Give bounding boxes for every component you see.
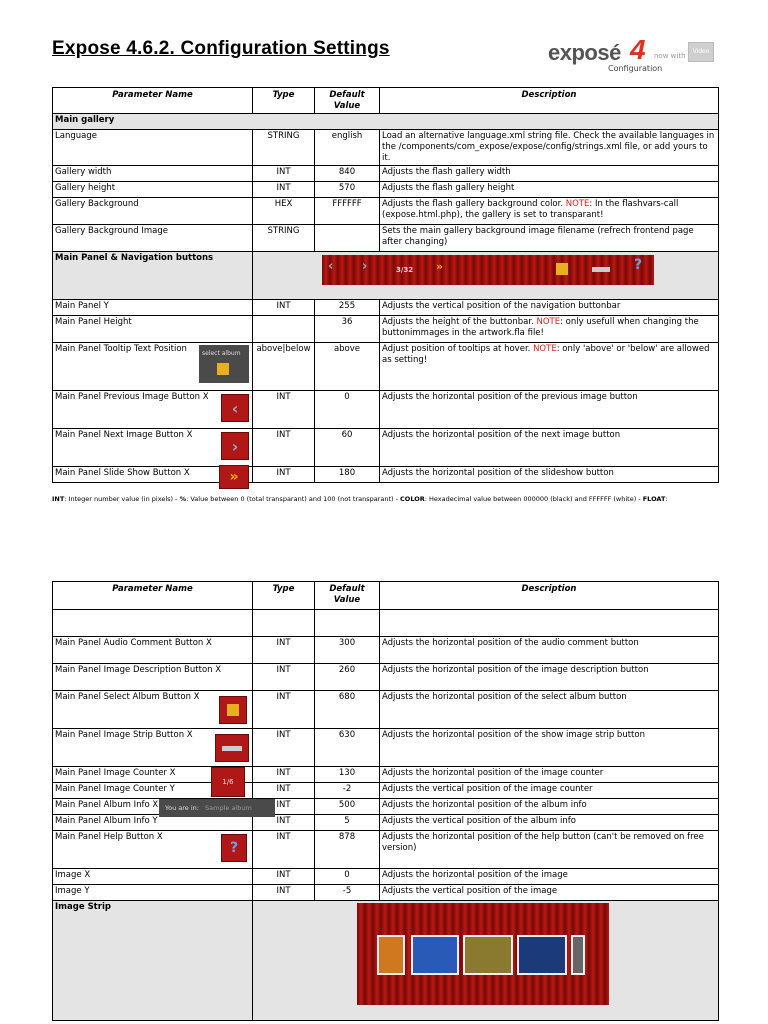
table-row	[53, 130, 719, 166]
param-default: english	[315, 130, 380, 166]
note-label: NOTE	[533, 344, 557, 354]
album-info-name: Sample album	[205, 804, 252, 812]
legend-key: INT	[52, 495, 65, 503]
param-default: FFFFFF	[315, 198, 380, 225]
page-title: Expose 4.6.2. Configuration Settings	[52, 38, 390, 59]
col-header-desc: Description	[380, 582, 719, 610]
strip-icon	[222, 746, 242, 751]
col-header-desc: Description	[380, 88, 719, 114]
param-desc: Adjusts the horizontal position of the slideshow button	[380, 467, 719, 483]
note-label: NOTE	[565, 199, 590, 209]
param-default: 300	[315, 637, 380, 664]
param-default: 630	[315, 729, 380, 767]
counter-preview: 1/6	[211, 767, 245, 797]
table-row	[53, 166, 719, 182]
param-name-text: Main Panel Previous Image Button X	[55, 392, 209, 402]
param-desc	[380, 316, 719, 343]
param-name: Image Y	[53, 885, 253, 901]
param-name: Image X	[53, 869, 253, 885]
param-desc: Adjusts the vertical position of the album info	[380, 815, 719, 831]
param-name: Language	[53, 130, 253, 166]
col-header-type: Type	[253, 582, 315, 610]
param-desc: Adjusts the horizontal position of the next image button	[380, 429, 719, 467]
table-row	[53, 799, 719, 815]
param-type: INT	[253, 831, 315, 869]
param-desc: Adjusts the horizontal position of the select album button	[380, 691, 719, 729]
strip-icon	[592, 267, 610, 272]
param-desc	[380, 198, 719, 225]
table-row	[53, 300, 719, 316]
empty-cell	[380, 610, 719, 637]
param-desc: Adjusts the vertical position of the image counter	[380, 783, 719, 799]
param-name-text: Main Panel Image Counter X	[55, 768, 176, 778]
prev-icon: ‹	[328, 259, 334, 274]
empty-cell	[53, 610, 253, 637]
param-desc: Adjusts the horizontal position of the album info	[380, 799, 719, 815]
table-row	[53, 467, 719, 483]
param-type: INT	[253, 182, 315, 198]
navbar-preview-cell	[253, 252, 719, 300]
table-row	[53, 869, 719, 885]
param-name-text: Main Panel Select Album Button X	[55, 692, 200, 702]
param-type: INT	[253, 467, 315, 483]
param-type: INT	[253, 166, 315, 182]
table-row	[53, 815, 719, 831]
slideshow-button-icon: »	[219, 465, 249, 489]
desc-text: : only 'above' or 'below' are allowed as setting!	[382, 344, 710, 365]
param-name	[53, 799, 253, 815]
legend-text: : Integer number value (in pixels) -	[64, 495, 180, 503]
strip-thumbnail	[517, 935, 567, 975]
param-type: INT	[253, 429, 315, 467]
table-row	[53, 182, 719, 198]
param-type: INT	[253, 664, 315, 691]
prev-button-icon: ‹	[221, 394, 249, 422]
col-header-default: Default Value	[315, 582, 380, 610]
logo-four: 4	[630, 34, 646, 65]
param-type: INT	[253, 799, 315, 815]
album-icon	[227, 704, 239, 716]
tooltip-label: select album	[202, 350, 241, 357]
video-icon: Video	[688, 42, 714, 62]
legend-text: : Hexadecimal value between 000000 (black) and FFFFFF (white) -	[424, 495, 643, 503]
table-row	[53, 729, 719, 767]
album-info-preview	[159, 799, 275, 817]
param-desc: Adjusts the horizontal position of the show image strip button	[380, 729, 719, 767]
table-row	[53, 316, 719, 343]
section-main-gallery: Main gallery	[53, 114, 719, 130]
param-default: 570	[315, 182, 380, 198]
legend-key: COLOR	[400, 495, 425, 503]
param-type: INT	[253, 783, 315, 799]
strip-thumbnail	[571, 935, 585, 975]
table-row	[53, 391, 719, 429]
navbar-counter: 3/32	[396, 266, 414, 274]
param-type: INT	[253, 767, 315, 783]
album-icon	[217, 363, 229, 375]
param-desc: Adjusts the flash gallery height	[380, 182, 719, 198]
param-type: STRING	[253, 225, 315, 252]
param-type: INT	[253, 885, 315, 901]
desc-text: Adjust position of tooltips at hover.	[382, 344, 531, 354]
col-header-default: Default Value	[315, 88, 380, 114]
param-type: INT	[253, 691, 315, 729]
legend-key: %	[179, 495, 187, 503]
param-default: -5	[315, 885, 380, 901]
table-header-row	[53, 88, 719, 114]
param-default: 840	[315, 166, 380, 182]
logo-word: exposé	[548, 40, 621, 65]
param-name	[53, 691, 253, 729]
param-name: Main Panel Audio Comment Button X	[53, 637, 253, 664]
param-default: -2	[315, 783, 380, 799]
config-table-1	[52, 87, 719, 483]
param-name: Main Panel Image Description Button X	[53, 664, 253, 691]
param-name	[53, 467, 253, 483]
param-default: 260	[315, 664, 380, 691]
desc-text: : only usefull when changing the buttonimmages in the artwork.fla file!	[382, 317, 699, 338]
param-name: Main Panel Album Info Y	[53, 815, 253, 831]
param-name: Gallery width	[53, 166, 253, 182]
param-desc: Adjusts the horizontal position of the image description button	[380, 664, 719, 691]
album-info-prefix: You are in:	[165, 804, 199, 812]
type-legend	[52, 495, 668, 503]
param-desc: Adjusts the horizontal position of the image counter	[380, 767, 719, 783]
desc-text: Adjusts the flash gallery background color.	[382, 199, 564, 209]
album-icon	[556, 263, 568, 275]
table-row	[53, 831, 719, 869]
param-default: 878	[315, 831, 380, 869]
strip-thumbnail	[411, 935, 459, 975]
expose-logo	[548, 34, 718, 76]
param-default: above	[315, 343, 380, 391]
param-name	[53, 429, 253, 467]
strip-thumbnail	[377, 935, 405, 975]
col-header-param: Parameter Name	[53, 582, 253, 610]
param-default: 60	[315, 429, 380, 467]
param-type	[253, 316, 315, 343]
navbar-preview	[322, 255, 654, 285]
param-type: INT	[253, 869, 315, 885]
param-name	[53, 391, 253, 429]
param-default: 36	[315, 316, 380, 343]
param-desc: Adjusts the horizontal position of the audio comment button	[380, 637, 719, 664]
param-name-text: Main Panel Help Button X	[55, 832, 163, 842]
param-type: INT	[253, 391, 315, 429]
empty-cell	[315, 610, 380, 637]
section-main-panel: Main Panel & Navigation buttons	[53, 252, 253, 300]
param-default: 5	[315, 815, 380, 831]
param-default: 680	[315, 691, 380, 729]
param-type: INT	[253, 815, 315, 831]
param-type: HEX	[253, 198, 315, 225]
table-row-empty	[53, 610, 719, 637]
table-row	[53, 885, 719, 901]
param-name: Gallery Background	[53, 198, 253, 225]
next-button-icon: ›	[221, 432, 249, 460]
param-name: Main Panel Y	[53, 300, 253, 316]
param-name: Gallery Background Image	[53, 225, 253, 252]
param-type: INT	[253, 729, 315, 767]
slideshow-icon: »	[436, 260, 444, 273]
table-row	[53, 637, 719, 664]
param-name-text: Main Panel Image Strip Button X	[55, 730, 193, 740]
param-desc: Adjusts the vertical position of the navigation buttonbar	[380, 300, 719, 316]
tooltip-preview	[199, 345, 249, 383]
param-desc: Load an alternative language.xml string file. Check the available languages in the /components/com_expose/expose/config/strings.xml file, or add yours to it.	[380, 130, 719, 166]
param-name: Main Panel Image Counter Y	[53, 783, 253, 799]
param-desc: Sets the main gallery background image filename (refrech frontend page after changing)	[380, 225, 719, 252]
table-row	[53, 429, 719, 467]
param-name-text: Main Panel Next Image Button X	[55, 430, 193, 440]
image-strip-preview	[357, 903, 609, 1005]
param-desc: Adjusts the horizontal position of the previous image button	[380, 391, 719, 429]
desc-text: Adjusts the height of the buttonbar.	[382, 317, 534, 327]
config-table-2	[52, 581, 719, 1021]
param-default	[315, 225, 380, 252]
logo-now-with: now with	[654, 52, 686, 60]
table-row	[53, 198, 719, 225]
help-icon: ?	[634, 257, 643, 273]
param-name-text: Main Panel Album Info X	[55, 800, 159, 810]
album-button-icon	[219, 696, 247, 724]
param-name: Gallery height	[53, 182, 253, 198]
desc-text: : In the flashvars-call (expose.html.php), the gallery is set to transparant!	[382, 199, 679, 220]
table-row	[53, 664, 719, 691]
param-name	[53, 343, 253, 391]
table-row	[53, 691, 719, 729]
table-header-row	[53, 582, 719, 610]
table-row	[53, 343, 719, 391]
param-name	[53, 831, 253, 869]
empty-cell	[253, 610, 315, 637]
param-type: INT	[253, 300, 315, 316]
param-name-text: Main Panel Slide Show Button X	[55, 468, 190, 478]
image-strip-preview-cell	[253, 901, 719, 1021]
col-header-type: Type	[253, 88, 315, 114]
col-header-param: Parameter Name	[53, 88, 253, 114]
param-default: 0	[315, 869, 380, 885]
param-desc: Adjusts the flash gallery width	[380, 166, 719, 182]
table-row	[53, 225, 719, 252]
param-name-text: Main Panel Tooltip Text Position	[55, 344, 187, 354]
param-type: above|below	[253, 343, 315, 391]
legend-text: : Value between 0 (total transparant) and 100 (not transparant) -	[186, 495, 401, 503]
param-name	[53, 729, 253, 767]
param-default: 0	[315, 391, 380, 429]
note-label: NOTE	[536, 317, 561, 327]
param-default: 255	[315, 300, 380, 316]
param-default: 500	[315, 799, 380, 815]
param-desc: Adjusts the vertical position of the image	[380, 885, 719, 901]
param-name: Main Panel Height	[53, 316, 253, 343]
param-desc	[380, 343, 719, 391]
table-row	[53, 767, 719, 783]
param-type: STRING	[253, 130, 315, 166]
help-button-icon: ?	[221, 834, 247, 862]
param-type: INT	[253, 637, 315, 664]
legend-key: FLOAT	[642, 495, 666, 503]
table-row	[53, 783, 719, 799]
param-desc: Adjusts the horizontal position of the help button (can't be removed on free version)	[380, 831, 719, 869]
param-desc: Adjusts the horizontal position of the image	[380, 869, 719, 885]
param-name	[53, 767, 253, 786]
strip-thumbnail	[463, 935, 513, 975]
legend-text: :	[665, 495, 668, 503]
logo-subtitle: Configuration	[608, 64, 663, 73]
next-icon: ›	[362, 259, 368, 274]
section-image-strip: Image Strip	[53, 901, 253, 1021]
param-default: 130	[315, 767, 380, 783]
param-default: 180	[315, 467, 380, 483]
strip-button-icon	[215, 734, 249, 762]
